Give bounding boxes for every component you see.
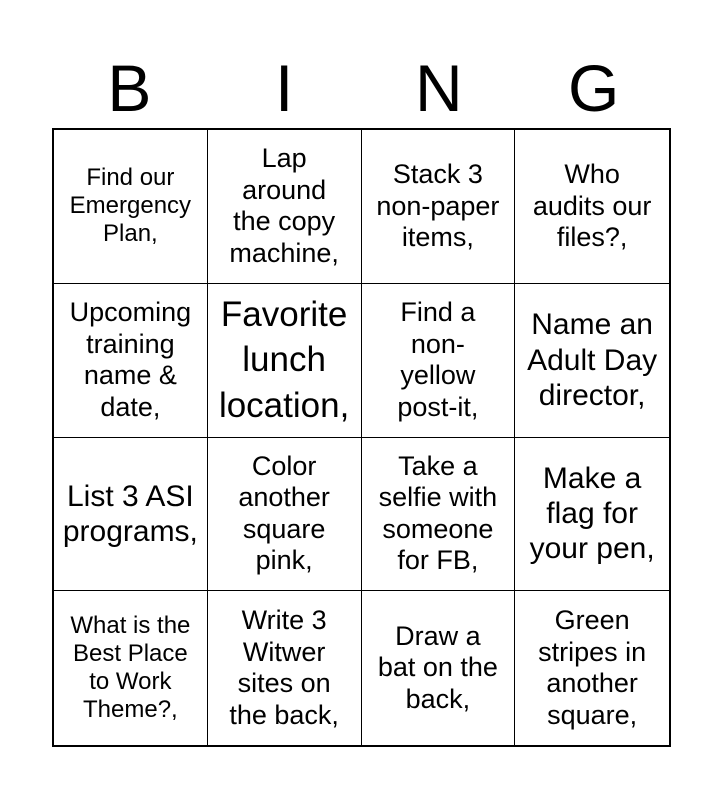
- bingo-cell-r2c3[interactable]: Find a non- yellow post-it,: [362, 284, 516, 438]
- bingo-cell-r2c1[interactable]: Upcoming training name & date,: [54, 284, 208, 438]
- bingo-header: [52, 48, 671, 128]
- bingo-cell-r1c1[interactable]: Find our Emergency Plan,: [54, 130, 208, 284]
- bingo-cell-r4c3[interactable]: Draw a bat on the back,: [362, 591, 516, 745]
- bingo-cell-r4c1[interactable]: What is the Best Place to Work Theme?,: [54, 591, 208, 745]
- header-letter-n: N: [415, 51, 463, 125]
- bingo-cell-r4c4[interactable]: Green stripes in another square,: [538, 604, 647, 730]
- bingo-cell-r3c1[interactable]: List 3 ASI programs,: [54, 438, 208, 592]
- header-letter-i: I: [274, 51, 294, 125]
- header-letter-b: B: [107, 51, 152, 125]
- bingo-cell-r3c3[interactable]: Take a selfie with someone for FB,: [362, 438, 516, 592]
- bingo-cell-r2c2[interactable]: Favorite lunch location,: [208, 284, 362, 438]
- bingo-cell-r1c4[interactable]: Who audits our files?,: [515, 130, 669, 284]
- bingo-cell-r3c2[interactable]: Color another square pink,: [208, 438, 362, 592]
- header-letter-g: G: [567, 51, 620, 125]
- bingo-cell-r1c2[interactable]: Lap around the copy machine,: [208, 130, 362, 284]
- bingo-cell-r3c4[interactable]: Make a flag for your pen,: [515, 438, 669, 592]
- bingo-cell-r2c4[interactable]: Name an Adult Day director,: [515, 284, 669, 438]
- bingo-cell-r1c3[interactable]: Stack 3 non-paper items,: [362, 130, 516, 284]
- bingo-cell-r4c2[interactable]: Write 3 Witwer sites on the back,: [208, 591, 362, 745]
- bingo-board: [52, 128, 671, 747]
